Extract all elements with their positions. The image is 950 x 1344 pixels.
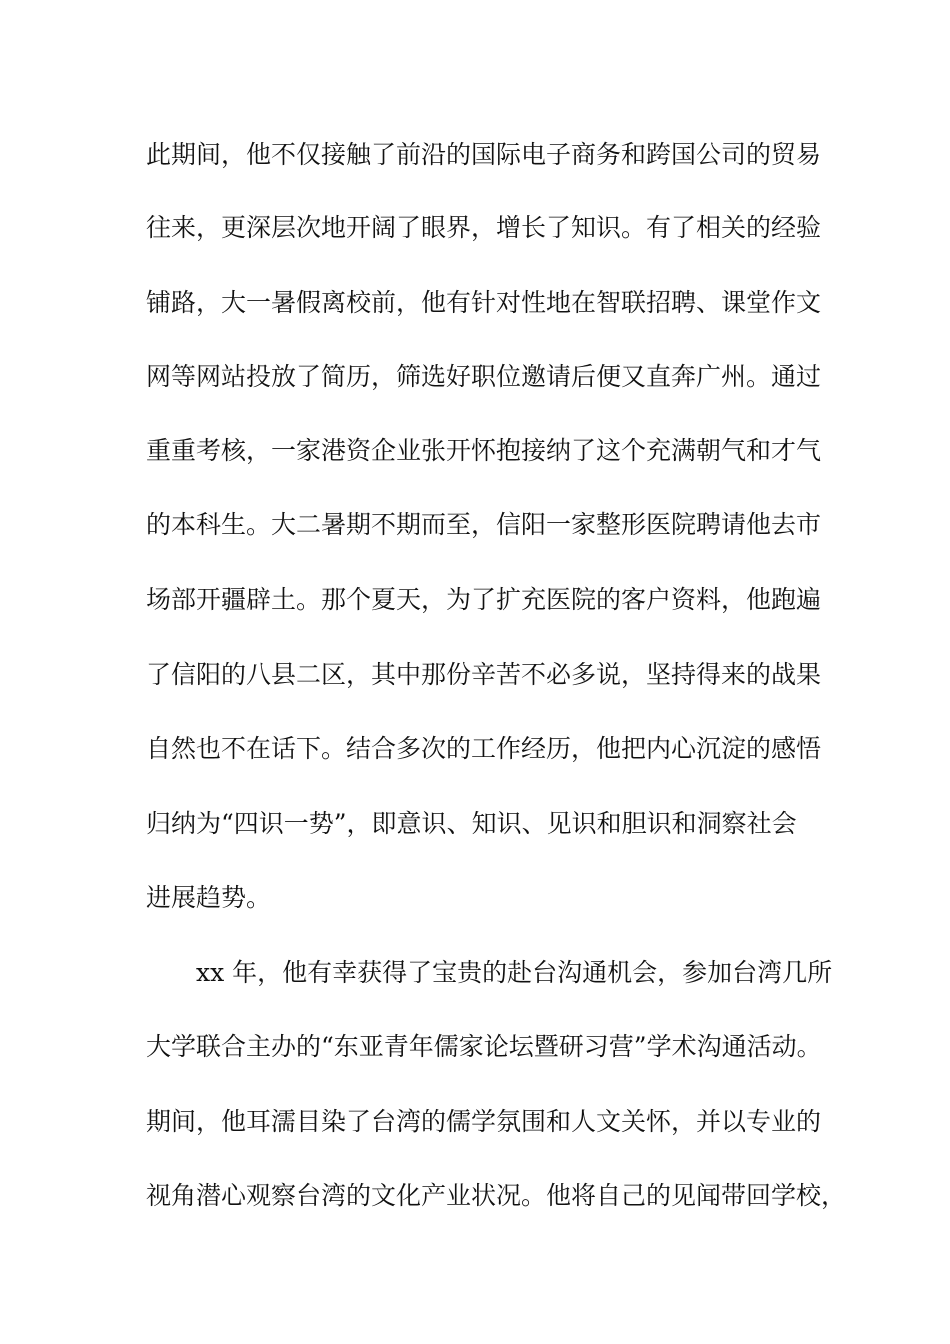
text-line: 场部开疆辟土。那个夏天，为了扩充医院的客户资料，他跑遍 (146, 585, 822, 614)
text-line: 重重考核，一家港资企业张开怀抱接纳了这个充满朝气和才气 (146, 436, 822, 465)
text-line: 大学联合主办的“东亚青年儒家论坛暨研习营”学术沟通活动。 (146, 1032, 822, 1061)
text-line: 的本科生。大二暑期不期而至，信阳一家整形医院聘请他去市 (146, 510, 822, 539)
paragraph-first-line: xx 年，他有幸获得了宝贵的赴台沟通机会，参加台湾几所 (196, 958, 833, 987)
text-line: 铺路，大一暑假离校前，他有针对性地在智联招聘、课堂作文 (146, 288, 822, 317)
text-line: 网等网站投放了简历，筛选好职位邀请后便又直奔广州。通过 (146, 362, 822, 391)
text-line: 了信阳的八县二区，其中那份辛苦不必多说，坚持得来的战果 (146, 660, 822, 689)
text-line: 视角潜心观察台湾的文化产业状况。他将自己的见闻带回学校， (146, 1181, 847, 1210)
text-line: 自然也不在话下。结合多次的工作经历，他把内心沉淀的感悟 (146, 734, 822, 763)
text-line: 归纳为“四识一势”，即意识、知识、见识和胆识和洞察社会 (146, 809, 797, 838)
text-line: 进展趋势。 (146, 883, 272, 912)
text-line: 此期间，他不仅接触了前沿的国际电子商务和跨国公司的贸易 (146, 140, 822, 169)
text-line: 往来，更深层次地开阔了眼界，增长了知识。有了相关的经验 (146, 213, 822, 242)
text-line: 期间，他耳濡目染了台湾的儒学氛围和人文关怀，并以专业的 (146, 1107, 822, 1136)
